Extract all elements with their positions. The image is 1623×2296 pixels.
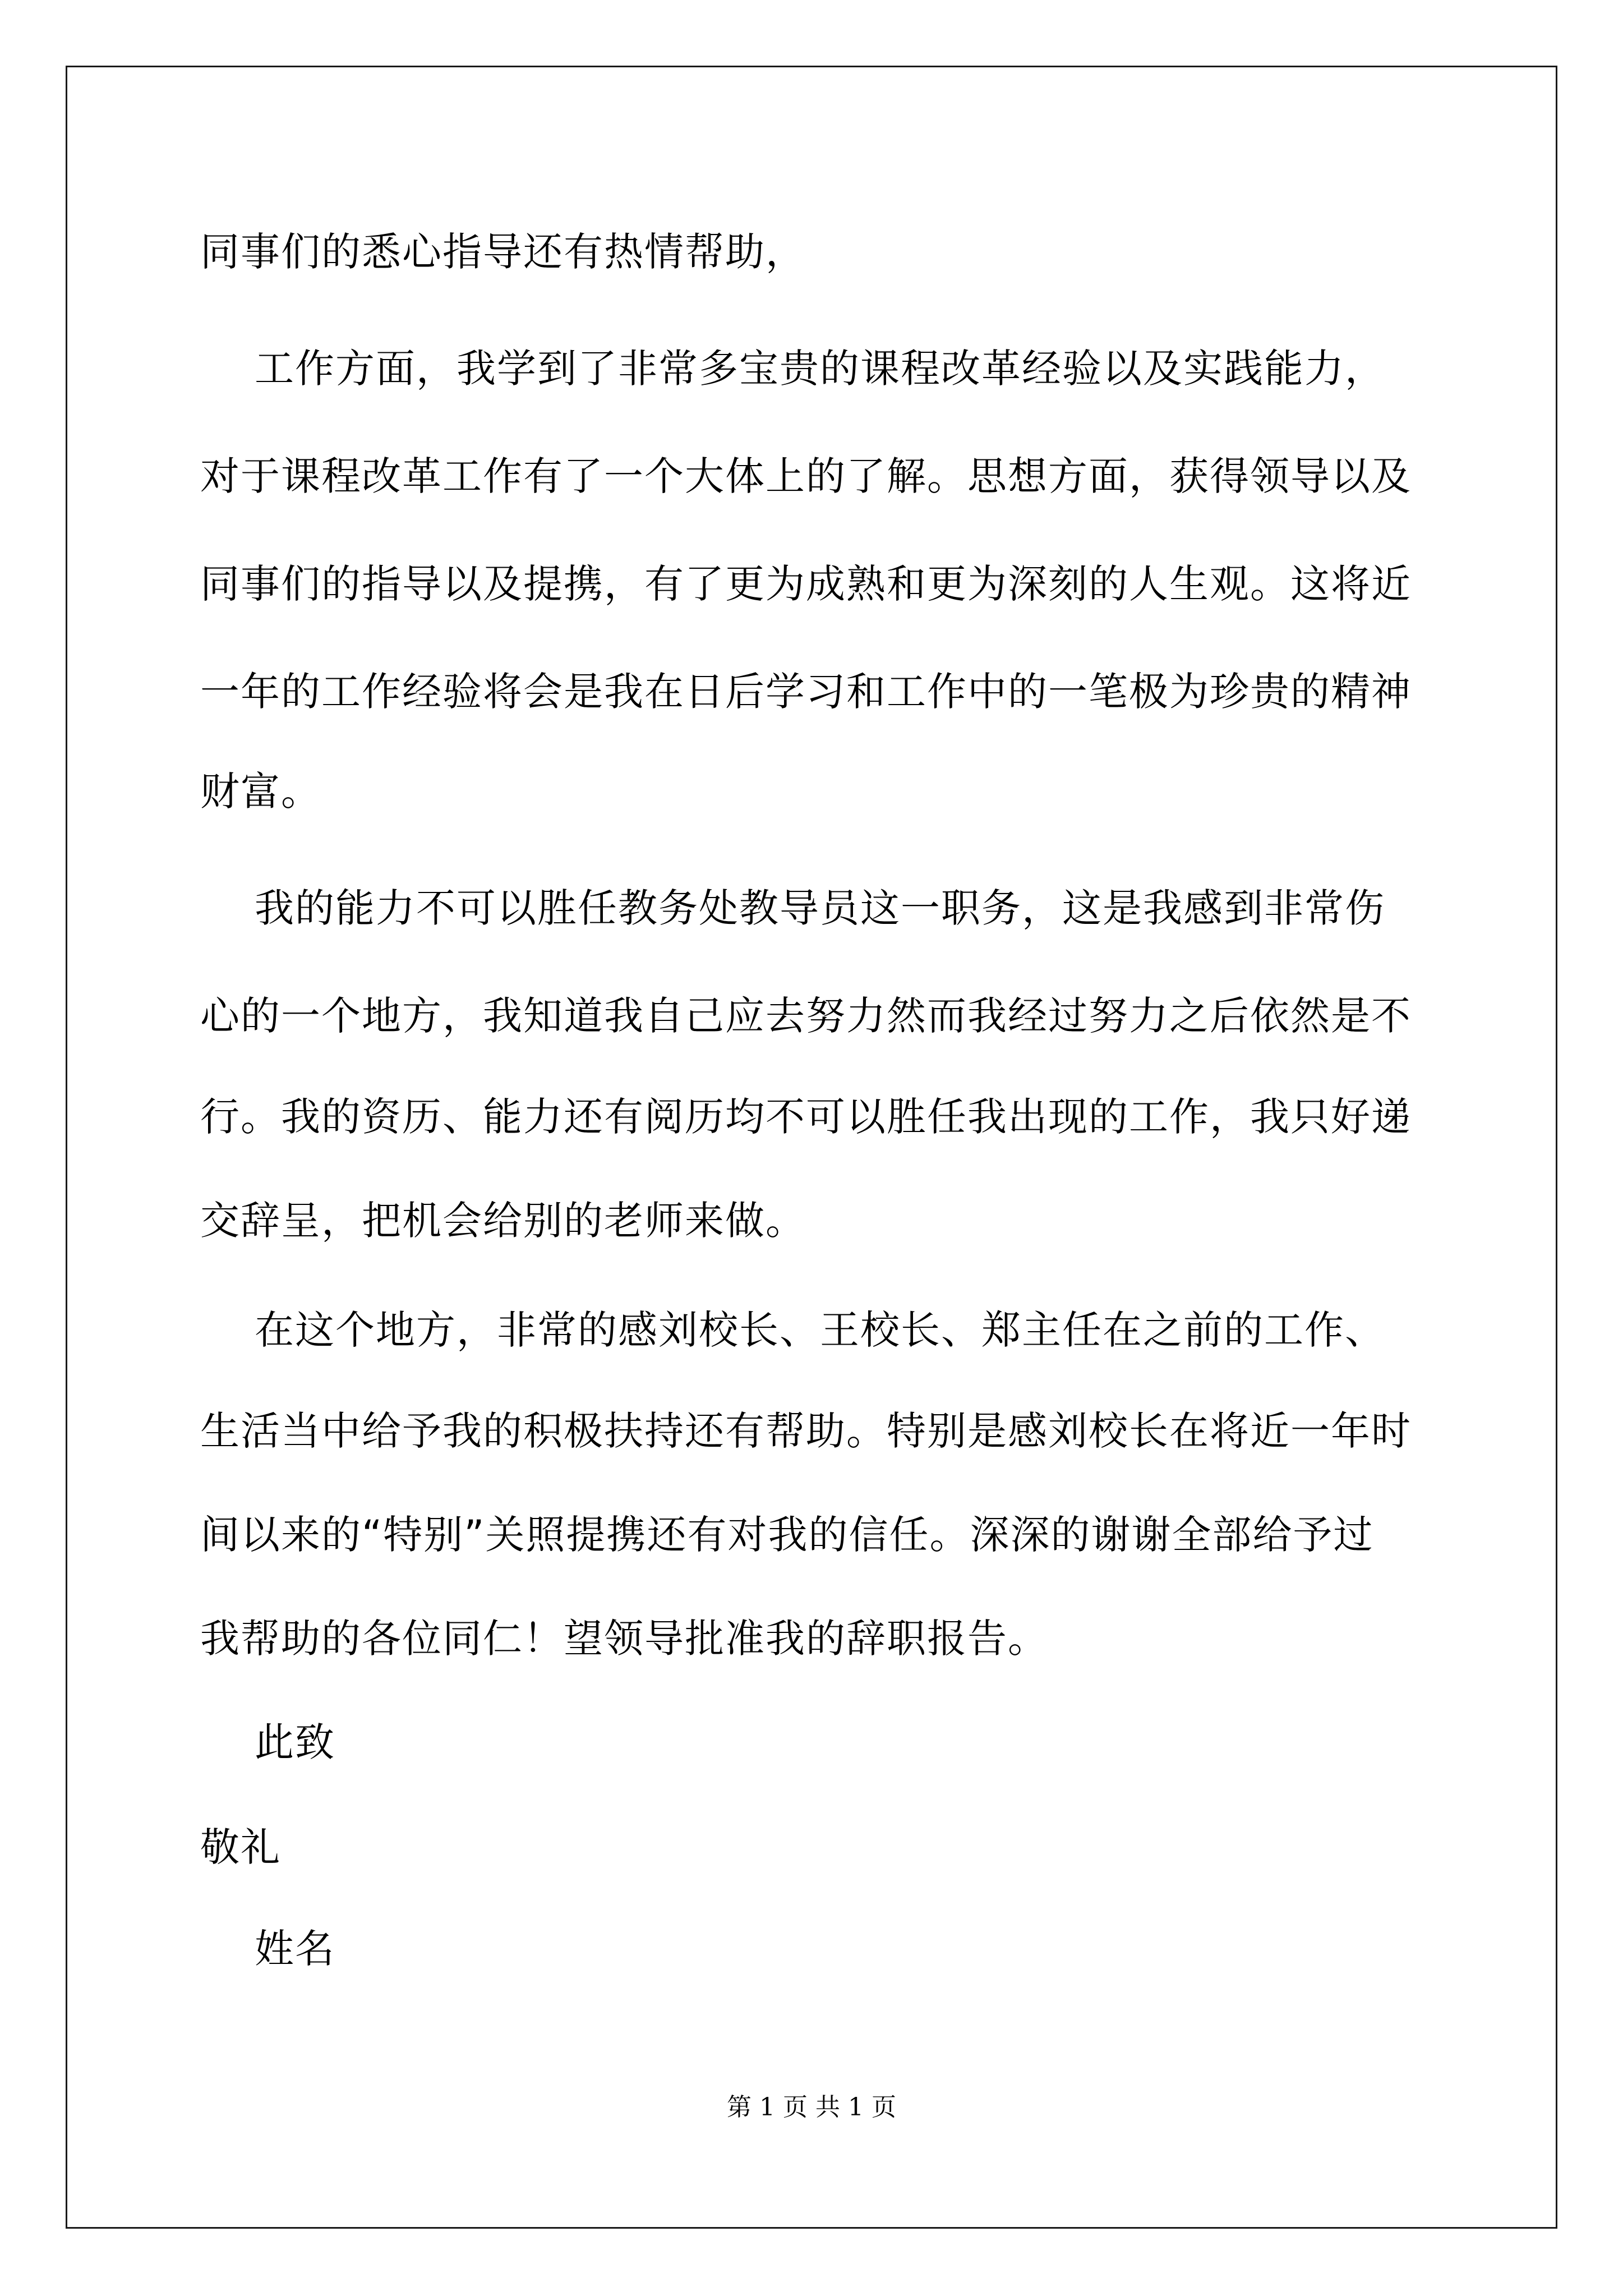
signature-name: 姓名 <box>200 1926 336 1972</box>
text-line: 心的一个地方，我知道我自己应去努力然而我经过努力之后依然是不 <box>200 993 1412 1039</box>
text-line: 生活当中给予我的积极扶持还有帮助。特别是感刘校长在将近一年时 <box>200 1408 1412 1454</box>
closing-salutation: 此致 <box>200 1719 336 1765</box>
closing-regards: 敬礼 <box>200 1824 281 1870</box>
text-line: 我的能力不可以胜任教务处教导员这一职务，这是我感到非常伤 <box>200 885 1386 931</box>
text-line: 交辞呈，把机会给别的老师来做。 <box>200 1198 806 1244</box>
text-line: 对于课程改革工作有了一个大体上的了解。思想方面，获得领导以及 <box>200 453 1412 499</box>
page-number-footer: 第 1 页 共 1 页 <box>727 2093 896 2122</box>
text-line: 一年的工作经验将会是我在日后学习和工作中的一笔极为珍贵的精神 <box>200 669 1412 715</box>
text-line: 同事们的悉心指导还有热情帮助， <box>200 229 806 275</box>
text-line: 间以来的“特别”关照提携还有对我的信任。深深的谢谢全部给予过 <box>200 1512 1374 1558</box>
text-line: 工作方面，我学到了非常多宝贵的课程改革经验以及实践能力， <box>200 346 1386 392</box>
text-line: 行。我的资历、能力还有阅历均不可以胜任我出现的工作，我只好递 <box>200 1094 1412 1140</box>
text-line: 同事们的指导以及提携，有了更为成熟和更为深刻的人生观。这将近 <box>200 561 1412 607</box>
text-line: 我帮助的各位同仁！望领导批准我的辞职报告。 <box>200 1616 1048 1662</box>
text-line: 财富。 <box>200 769 321 815</box>
text-line: 在这个地方，非常的感刘校长、王校长、郑主任在之前的工作、 <box>200 1307 1386 1353</box>
